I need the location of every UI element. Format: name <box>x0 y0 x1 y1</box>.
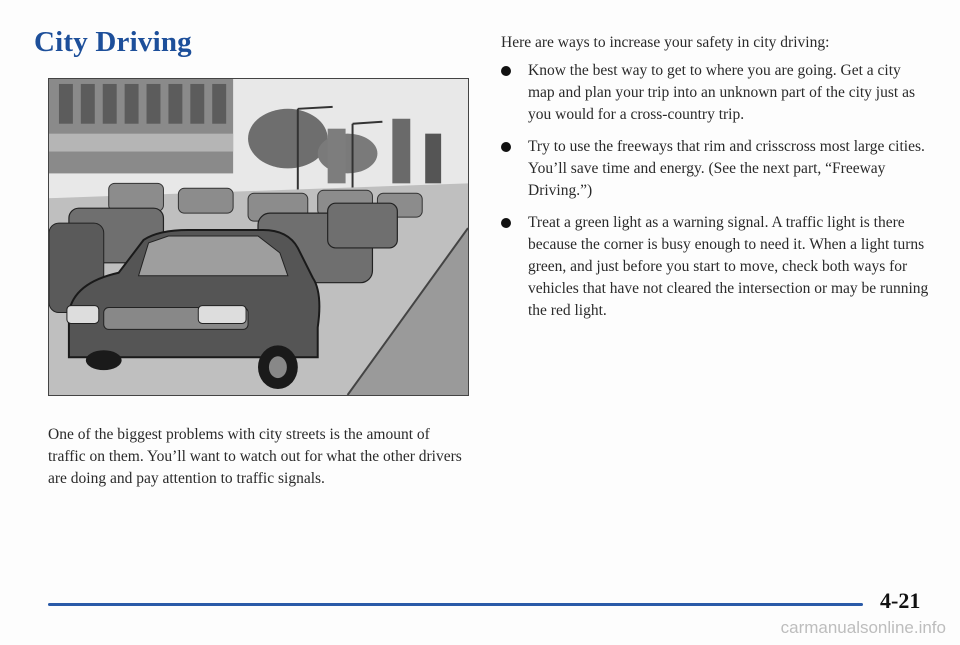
list-item <box>501 60 929 126</box>
footer-rule <box>48 603 863 606</box>
tips-intro: Here are ways to increase your safety in city driving: <box>501 34 830 51</box>
list-item <box>501 212 929 322</box>
site-watermark[interactable]: carmanualsonline.info <box>780 618 946 637</box>
bullet-icon <box>501 218 511 228</box>
page-number: 4-21 <box>880 588 921 613</box>
tip-text: Know the best way to get to where you are going. Get a city map and plan your trip into an unknown part of the city just as you would for a cross-country trip. <box>528 62 915 123</box>
tip-text: Try to use the freeways that rim and crisscross most large cities. You’ll save time and energy. (See the next part, “Freeway Driving.”) <box>528 138 925 199</box>
bullet-icon <box>501 142 511 152</box>
illustration-caption: One of the biggest problems with city streets is the amount of traffic on them. You’ll want to watch out for what the other drivers are doing and pay attention to traffic signals. <box>48 426 462 487</box>
tip-text: Treat a green light as a warning signal. A traffic light is there because the corner is busy enough to need it. When a light turns green, and just before you start to move, check both ways for vehicles that have not cleared the intersection or may be running the red light. <box>528 214 929 319</box>
page-title: City Driving <box>34 26 192 58</box>
traffic-scene-image <box>49 79 468 395</box>
bullet-icon <box>501 66 511 76</box>
list-item <box>501 136 929 202</box>
safety-tips-list <box>501 60 929 332</box>
city-traffic-illustration <box>48 78 469 396</box>
